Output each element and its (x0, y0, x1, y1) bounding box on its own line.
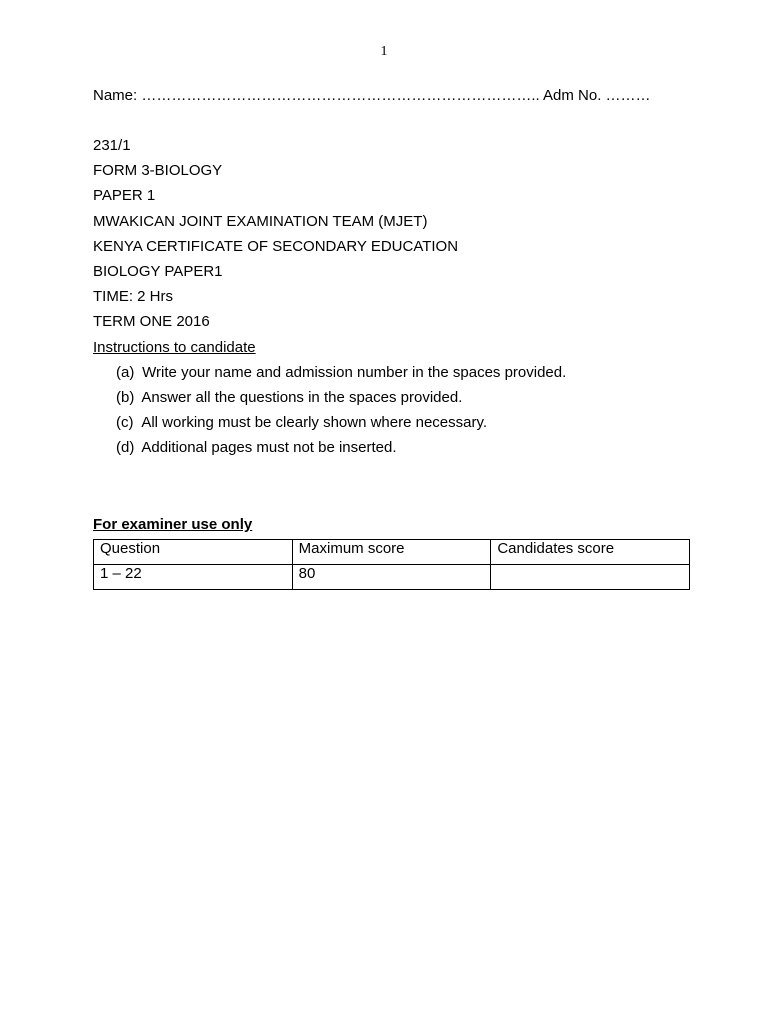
form-subject: FORM 3-BIOLOGY (93, 162, 223, 180)
paper-title: BIOLOGY PAPER1 (93, 262, 223, 280)
instruction-text: Write your name and admission number in the spaces provided. (142, 363, 567, 381)
exam-body: MWAKICAN JOINT EXAMINATION TEAM (MJET) (93, 212, 428, 230)
paper-number: PAPER 1 (93, 187, 156, 205)
instruction-item (93, 413, 690, 438)
exam-time: TIME: 2 Hrs (93, 288, 174, 306)
instruction-item (93, 438, 690, 463)
column-header-maximum-score: Maximum score (292, 540, 491, 565)
examiner-score-table (93, 539, 690, 590)
candidate-details-line (93, 86, 690, 106)
paper-code: 231/1 (93, 137, 131, 154)
instruction-text: All working must be clearly shown where necessary. (141, 414, 488, 432)
instruction-text: Additional pages must not be inserted. (141, 439, 397, 457)
instruction-marker: (a) (116, 363, 135, 381)
page-number: 1 (380, 44, 388, 59)
instructions-title: Instructions to candidate (93, 338, 256, 356)
instruction-item (93, 388, 690, 413)
table-header-row (94, 540, 690, 565)
exam-term: TERM ONE 2016 (93, 313, 210, 331)
column-header-question: Question (94, 540, 293, 565)
instruction-marker: (c) (116, 414, 134, 432)
cell-maximum-score: 80 (292, 565, 491, 590)
instruction-item (93, 363, 690, 388)
cell-question-range: 1 – 22 (94, 565, 293, 590)
column-header-candidates-score: Candidates score (491, 540, 690, 565)
certificate-title: KENYA CERTIFICATE OF SECONDARY EDUCATION (93, 237, 459, 255)
table-row (94, 565, 690, 590)
cell-candidates-score[interactable] (491, 565, 690, 590)
exam-header (93, 136, 690, 463)
instruction-marker: (b) (116, 388, 135, 406)
instruction-text: Answer all the questions in the spaces provided. (141, 388, 463, 406)
exam-cover (93, 86, 690, 590)
examiner-section-title: For examiner use only (93, 516, 253, 534)
instruction-marker: (d) (116, 439, 135, 457)
name-adm-label: Name: …………………………………………………………………….. Adm No. ……… (93, 87, 651, 104)
